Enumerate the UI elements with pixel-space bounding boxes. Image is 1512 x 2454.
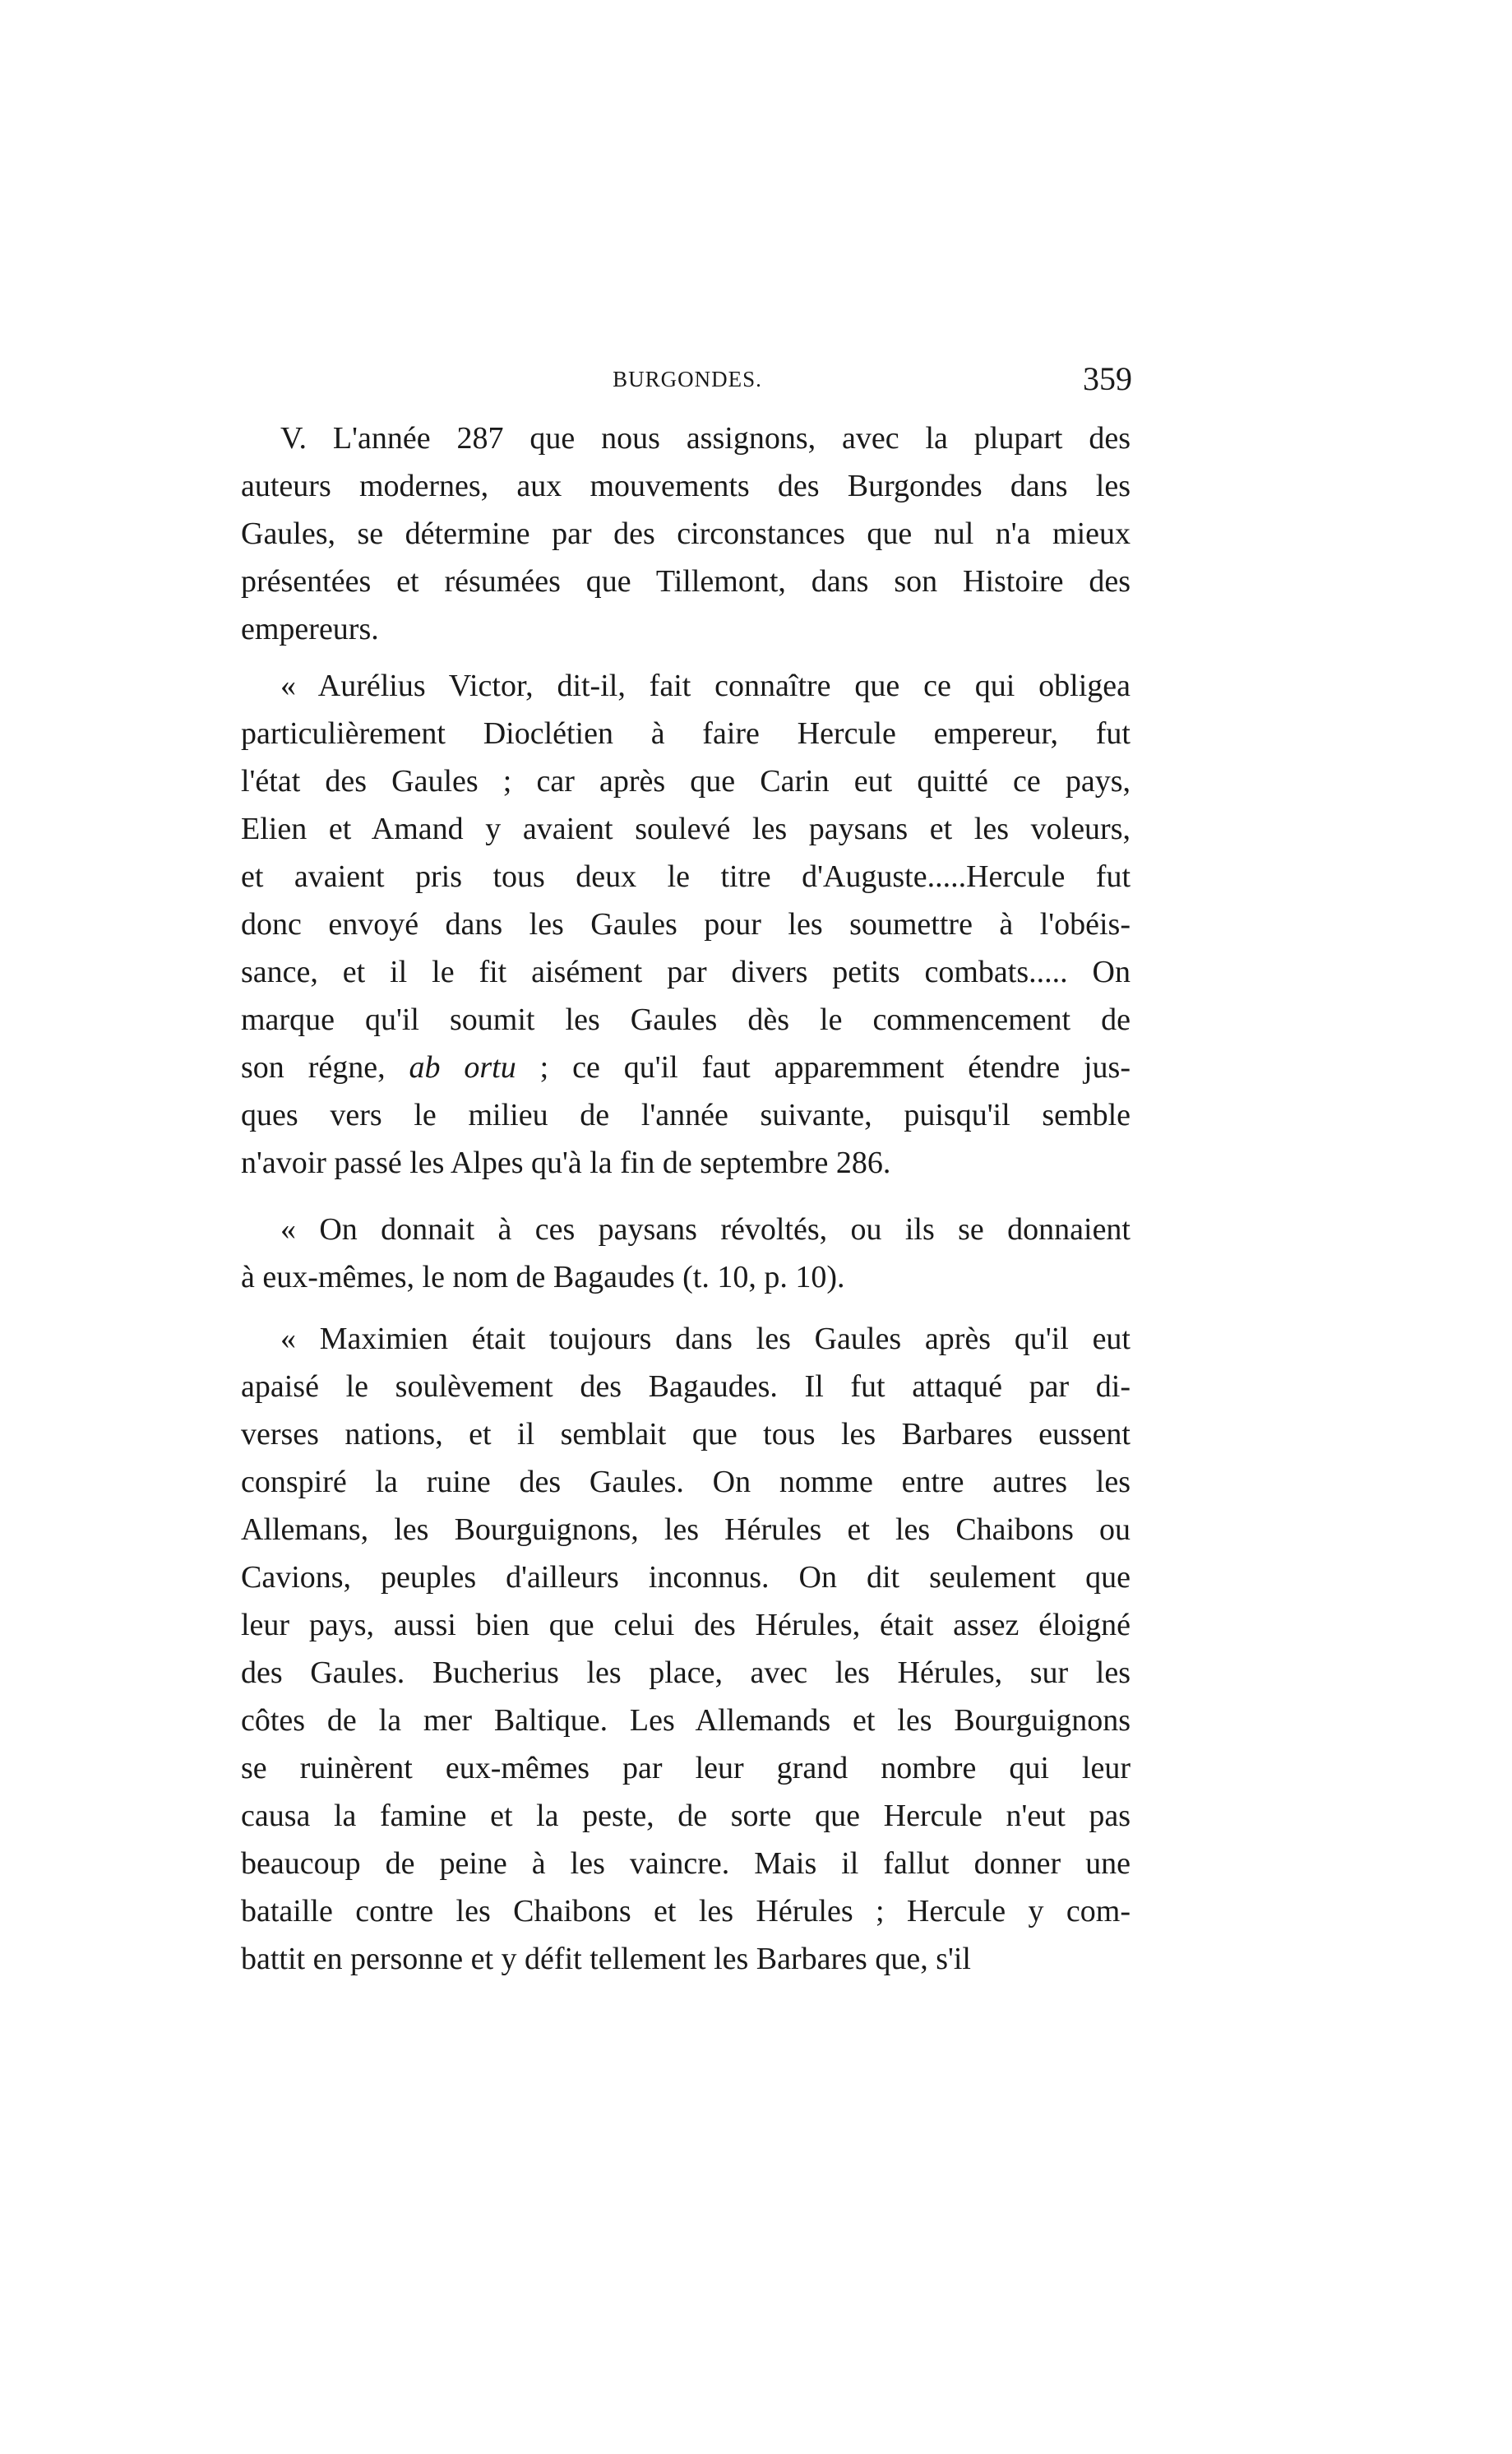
paragraph-3 xyxy=(241,1206,1131,1301)
text-line: causa la famine et la peste, de sorte que Hercule n'eut pas xyxy=(241,1799,1131,1833)
paragraph-2 xyxy=(241,662,1131,1187)
text-line: conspiré la ruine des Gaules. On nomme entre autres les xyxy=(241,1465,1131,1499)
text-line: « Maximien était toujours dans les Gaules après qu'il eut xyxy=(280,1322,1131,1356)
text-line: Elien et Amand y avaient soulevé les paysans et les voleurs, xyxy=(241,812,1131,846)
text-line: présentées et résumées que Tillemont, dans son Histoire des xyxy=(241,564,1131,599)
text-line: « Aurélius Victor, dit-il, fait connaître que ce qui obligea xyxy=(280,669,1131,703)
text-line: se ruinèrent eux-mêmes par leur grand nombre qui leur xyxy=(241,1751,1131,1785)
text-line: verses nations, et il semblait que tous les Barbares eussent xyxy=(241,1417,1131,1452)
text-line: Cavions, peuples d'ailleurs inconnus. On dit seulement que xyxy=(241,1560,1131,1595)
text-line: « On donnait à ces paysans révoltés, ou ils se donnaient xyxy=(280,1212,1131,1247)
text-line: apaisé le soulèvement des Bagaudes. Il fut attaqué par di- xyxy=(241,1369,1131,1404)
text-line: particulièrement Dioclétien à faire Hercule empereur, fut xyxy=(241,716,1131,751)
paragraph-1 xyxy=(241,414,1131,653)
page-number: 359 xyxy=(1083,360,1132,397)
text-line: bataille contre les Chaibons et les Hérules ; Hercule y com- xyxy=(241,1894,1131,1928)
paragraph-4 xyxy=(241,1315,1131,1983)
running-title: BURGONDES. xyxy=(613,367,762,391)
text-line: ques vers le milieu de l'année suivante, puisqu'il semble xyxy=(241,1098,1131,1132)
text-line: l'état des Gaules ; car après que Carin eut quitté ce pays, xyxy=(241,764,1131,799)
text-line: des Gaules. Bucherius les place, avec les Hérules, sur les xyxy=(241,1655,1131,1690)
text-line: Allemans, les Bourguignons, les Hérules et les Chaibons ou xyxy=(241,1512,1131,1547)
text-line: leur pays, aussi bien que celui des Hérules, était assez éloigné xyxy=(241,1608,1131,1642)
running-head xyxy=(243,359,1132,400)
text-line: à eux-mêmes, le nom de Bagaudes (t. 10, p. 10). xyxy=(241,1260,845,1294)
text-line: n'avoir passé les Alpes qu'à la fin de septembre 286. xyxy=(241,1146,891,1180)
text-line: battit en personne et y défit tellement les Barbares que, s'il xyxy=(241,1942,971,1976)
text-line: empereurs. xyxy=(241,612,379,646)
text-line: Gaules, se détermine par des circonstances que nul n'a mieux xyxy=(241,516,1131,551)
text-line: V. L'année 287 que nous assignons, avec la plupart des xyxy=(280,421,1131,456)
text-line: et avaient pris tous deux le titre d'Auguste.....Hercule fut xyxy=(241,859,1131,894)
text-line: donc envoyé dans les Gaules pour les soumettre à l'obéis- xyxy=(241,907,1131,942)
text-line: auteurs modernes, aux mouvements des Burgondes dans les xyxy=(241,469,1131,503)
text-line: marque qu'il soumit les Gaules dès le commencement de xyxy=(241,1002,1131,1037)
text-line: côtes de la mer Baltique. Les Allemands et les Bourguignons xyxy=(241,1703,1131,1738)
text-line: beaucoup de peine à les vaincre. Mais il fallut donner une xyxy=(241,1846,1131,1881)
text-line: son régne, ab ortu ; ce qu'il faut apparemment étendre jus- xyxy=(241,1050,1131,1085)
text-line: sance, et il le fit aisément par divers petits combats..... On xyxy=(241,955,1131,989)
